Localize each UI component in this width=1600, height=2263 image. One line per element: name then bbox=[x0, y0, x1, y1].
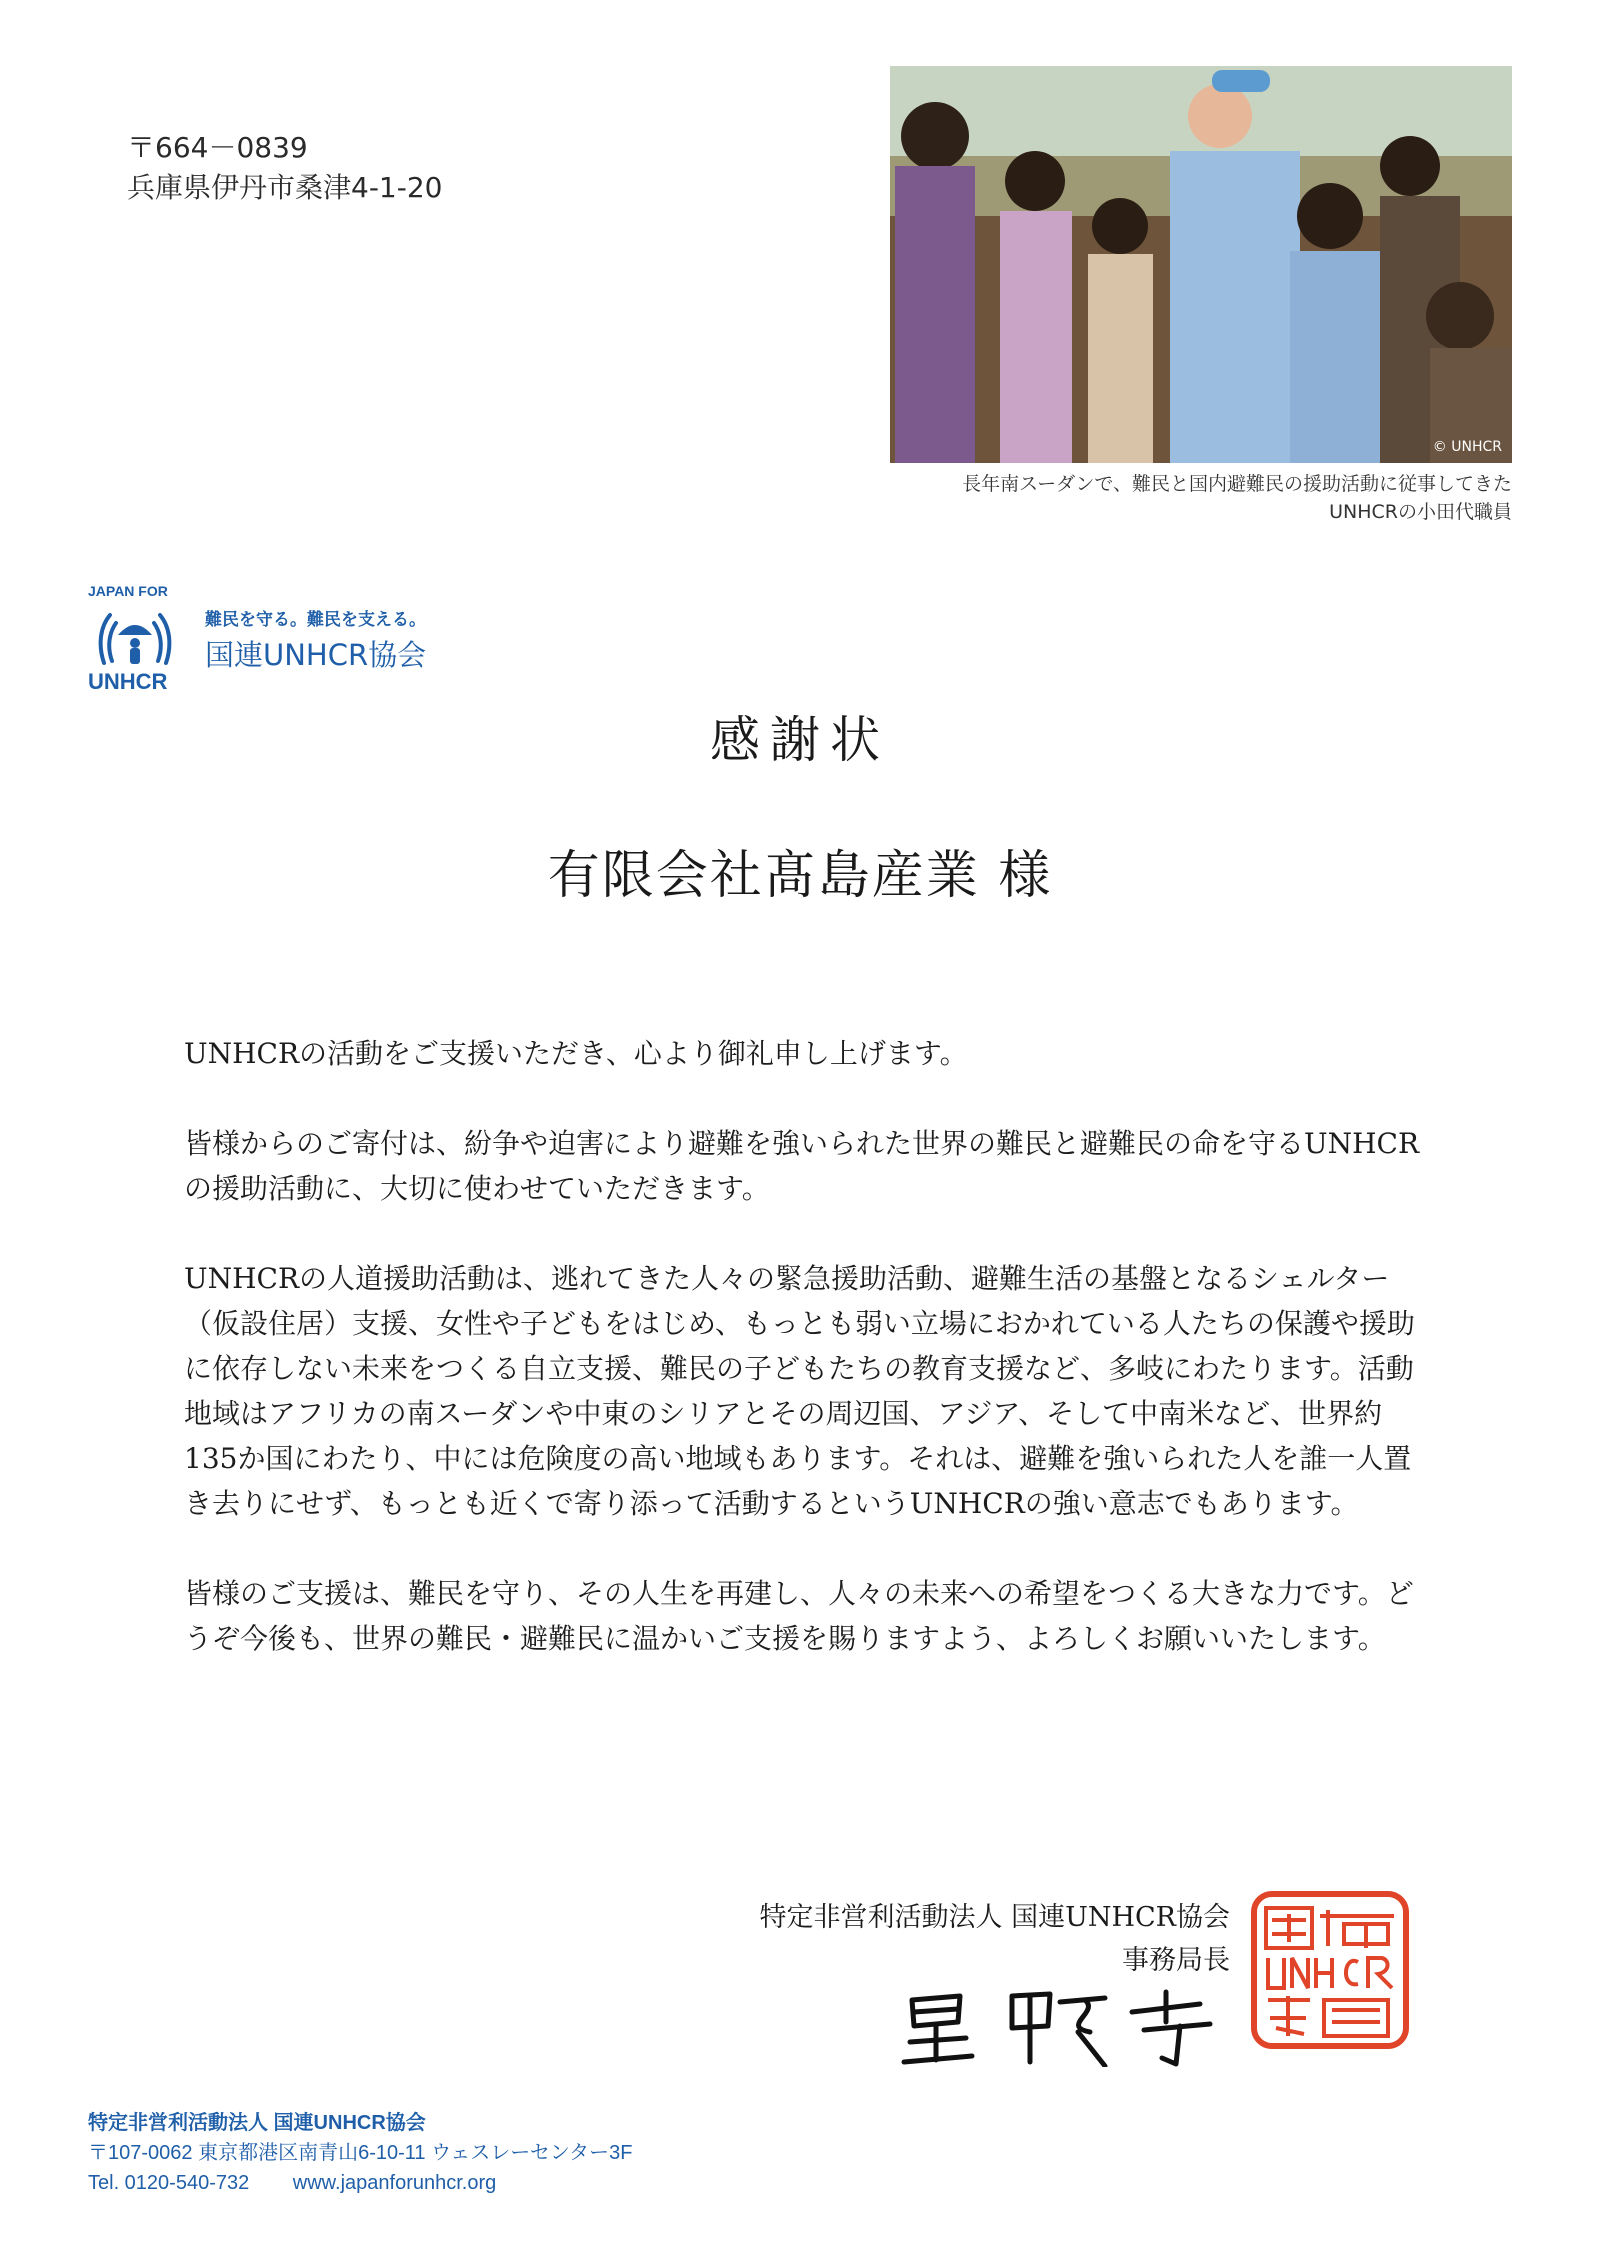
official-seal bbox=[1248, 1888, 1412, 2052]
handwritten-signature bbox=[900, 1982, 1230, 2067]
letter-body bbox=[184, 1031, 1424, 1706]
unhcr-emblem-icon bbox=[94, 605, 176, 669]
logo-org-name: 国連UNHCR協会 bbox=[205, 638, 427, 672]
field-photo bbox=[890, 66, 1512, 463]
photo-illustration bbox=[890, 66, 1512, 463]
caption-line-1: 長年南スーダンで、難民と国内避難民の援助活動に従事してきた bbox=[962, 473, 1512, 495]
caption-line-2: UNHCRの小田代職員 bbox=[1329, 501, 1512, 523]
footer-address: 〒107-0062 東京都港区南青山6-10-11 ウェスレーセンター3F bbox=[88, 2142, 633, 2164]
footer-org-name: 特定非営利活動法人 国連UNHCR協会 bbox=[88, 2112, 426, 2134]
footer-website-link[interactable]: www.japanforunhcr.org bbox=[292, 2172, 497, 2194]
street-address: 兵庫県伊丹市桑津4-1-20 bbox=[127, 171, 443, 204]
footer-tel: Tel. 0120-540-732 bbox=[88, 2172, 250, 2194]
body-paragraph-4: 皆様のご支援は、難民を守り、その人生を再建し、人々の未来への希望をつくる大きな力です。どうぞ今後も、世界の難民・避難民に温かいご支援を賜りますよう、よろしくお願いいたします。 bbox=[184, 1577, 1414, 1655]
body-paragraph-2: 皆様からのご寄付は、紛争や迫害により避難を強いられた世界の難民と避難民の命を守るUNHCRの援助活動に、大切に使わせていただきます。 bbox=[184, 1127, 1420, 1205]
logo-unhcr: UNHCR bbox=[88, 669, 168, 694]
sender-address bbox=[127, 128, 442, 208]
photo-credit: © UNHCR bbox=[1432, 439, 1502, 455]
body-paragraph-3: UNHCRの人道援助活動は、逃れてきた人々の緊急援助活動、避難生活の基盤となるシェルター（仮設住居）支援、女性や子どもをはじめ、もっとも弱い立場におかれている人たちの保護や援助に依存しない未来をつくる自立支援、難民の子どもたちの教育支援など、多岐にわたります。活動地域はアフリカの南スーダンや中東のシリアとその周辺国、アジア、そして中南米など、世界約135か国にわたり、中には危険度の高い地域もあります。それは、避難を強いられた人を誰一人置き去りにせず、もっとも近くで寄り添って活動するというUNHCRの強い意志でもあります。 bbox=[184, 1262, 1415, 1520]
signatory-position: 事務局長 bbox=[1122, 1945, 1230, 1976]
logo-japan-for: JAPAN FOR bbox=[88, 583, 168, 599]
footer-contact-line bbox=[88, 2168, 632, 2198]
body-paragraph-1: UNHCRの活動をご支援いただき、心より御礼申し上げます。 bbox=[184, 1037, 968, 1070]
photo-caption bbox=[962, 470, 1512, 526]
footer-contact bbox=[88, 2108, 632, 2198]
postal-code: 〒664－0839 bbox=[127, 131, 308, 164]
recipient-name: 有限会社髙島産業 様 bbox=[547, 846, 1053, 906]
certificate-title: 感謝状 bbox=[710, 711, 890, 769]
signatory-organization: 特定非営利活動法人 国連UNHCR協会 bbox=[759, 1902, 1230, 1933]
logo-tagline: 難民を守る。難民を支える。 bbox=[205, 610, 426, 630]
japan-for-unhcr-logo bbox=[88, 583, 508, 693]
